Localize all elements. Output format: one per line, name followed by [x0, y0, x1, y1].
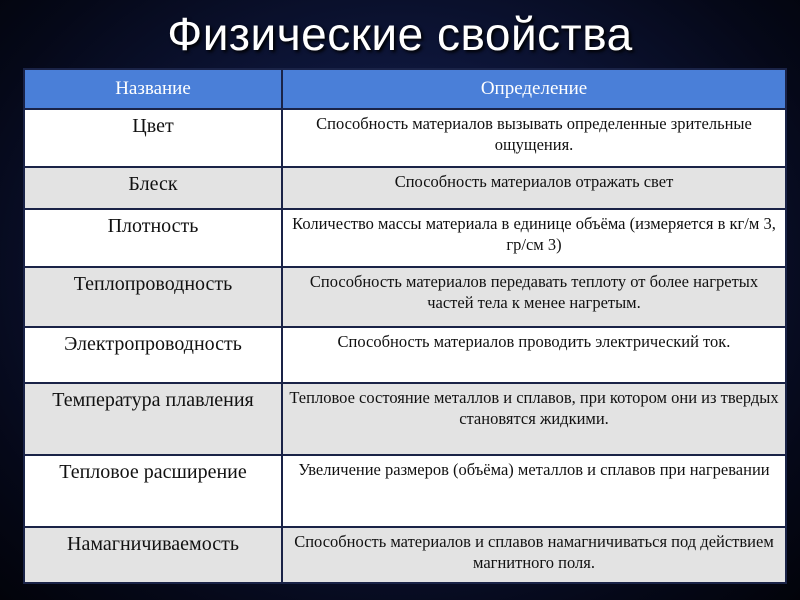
property-definition: Способность материалов проводить электрический ток. — [282, 327, 786, 383]
property-name: Тепловое расширение — [24, 455, 282, 527]
table-row — [24, 109, 786, 167]
table-row — [24, 383, 786, 455]
property-name: Намагничиваемость — [24, 527, 282, 583]
table-row — [24, 327, 786, 383]
table-row — [24, 209, 786, 267]
property-name: Блеск — [24, 167, 282, 209]
property-definition: Увеличение размеров (объёма) металлов и сплавов при нагревании — [282, 455, 786, 527]
property-definition: Способность материалов и сплавов намагничиваться под действием магнитного поля. — [282, 527, 786, 583]
property-name: Теплопроводность — [24, 267, 282, 327]
table-header-row — [24, 69, 786, 109]
slide-title: Физические свойства — [167, 8, 633, 60]
table-row — [24, 167, 786, 209]
properties-table — [23, 68, 787, 584]
table-row — [24, 527, 786, 583]
property-definition: Тепловое состояние металлов и сплавов, при котором они из твердых становятся жидкими. — [282, 383, 786, 455]
table-row — [24, 455, 786, 527]
table-row — [24, 267, 786, 327]
header-name: Название — [24, 69, 282, 109]
property-definition: Способность материалов отражать свет — [282, 167, 786, 209]
header-definition: Определение — [282, 69, 786, 109]
property-name: Цвет — [24, 109, 282, 167]
property-definition: Количество массы материала в единице объёма (измеряется в кг/м 3, гр/см 3) — [282, 209, 786, 267]
property-definition: Способность материалов передавать теплоту от более нагретых частей тела к менее нагретым. — [282, 267, 786, 327]
property-definition: Способность материалов вызывать определенные зрительные ощущения. — [282, 109, 786, 167]
property-name: Электропроводность — [24, 327, 282, 383]
property-name: Температура плавления — [24, 383, 282, 455]
property-name: Плотность — [24, 209, 282, 267]
